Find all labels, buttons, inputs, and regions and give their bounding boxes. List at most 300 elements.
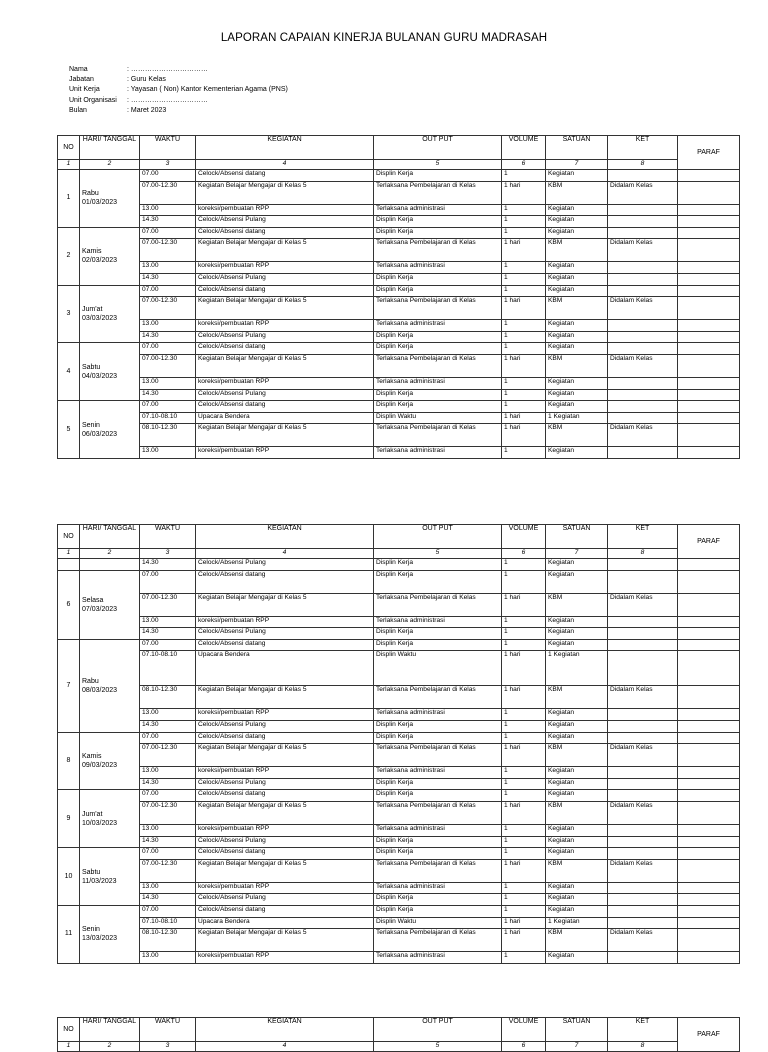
table-row — [58, 616, 740, 628]
volume-cell: 1 — [502, 882, 546, 894]
table-row — [58, 412, 740, 424]
note-cell — [608, 790, 678, 802]
identity-label: Jabatan — [69, 76, 94, 84]
col-kegiatan-header: KEGIATAN — [196, 1018, 374, 1042]
column-number: 1 — [58, 549, 80, 559]
row-number: 9 — [58, 790, 80, 848]
unit-cell: Kegiatan — [546, 894, 608, 906]
volume-cell: 1 — [502, 732, 546, 744]
signature-cell — [678, 744, 740, 767]
day-name: Selasa — [82, 596, 104, 604]
date: 07/03/2023 — [82, 605, 118, 613]
unit-cell: Kegiatan — [546, 720, 608, 732]
activity-cell: Celock/Absensi Pulang — [196, 389, 374, 401]
activity-cell: Celock/Absensi Pulang — [196, 894, 374, 906]
note-cell — [608, 204, 678, 216]
time-cell: 07.00-12.30 — [140, 354, 196, 377]
unit-cell: Kegiatan — [546, 320, 608, 332]
volume-cell: 1 — [502, 285, 546, 297]
activity-cell: koreksi/pembuatan RPP — [196, 767, 374, 779]
signature-cell — [678, 204, 740, 216]
time-cell: 13.00 — [140, 204, 196, 216]
note-cell: Didalam Kelas — [608, 297, 678, 320]
col-waktu-header: WAKTU — [140, 1018, 196, 1042]
identity-value: : …………………………… — [127, 96, 208, 104]
output-cell: Displin Kerja — [374, 836, 502, 848]
volume-cell: 1 — [502, 616, 546, 628]
table-row — [58, 216, 740, 228]
time-cell: 14.30 — [140, 273, 196, 285]
row-number: 11 — [58, 905, 80, 963]
column-number: 8 — [608, 549, 678, 559]
volume-cell: 1 — [502, 331, 546, 343]
volume-cell: 1 — [502, 227, 546, 239]
unit-cell: KBM — [546, 929, 608, 952]
unit-cell: Kegiatan — [546, 262, 608, 274]
output-cell: Displin Kerja — [374, 639, 502, 651]
table-row — [58, 686, 740, 709]
note-cell: Didalam Kelas — [608, 801, 678, 824]
activity-cell: Kegiatan Belajar Mengajar di Kelas 5 — [196, 424, 374, 447]
report-table-page-3 — [57, 1017, 740, 1052]
output-cell: Terlaksana Pembelajaran di Kelas — [374, 297, 502, 320]
volume-cell: 1 — [502, 389, 546, 401]
volume-cell: 1 — [502, 262, 546, 274]
table-row — [58, 331, 740, 343]
note-cell: Didalam Kelas — [608, 181, 678, 204]
output-cell: Terlaksana Pembelajaran di Kelas — [374, 929, 502, 952]
output-cell: Displin Kerja — [374, 559, 502, 571]
table-row — [58, 709, 740, 721]
day-date-cell — [80, 343, 140, 401]
signature-cell — [678, 732, 740, 744]
signature-cell — [678, 389, 740, 401]
identity-value: : Guru Kelas — [127, 76, 166, 84]
table-row — [58, 801, 740, 824]
activity-cell: Celock/Absensi Pulang — [196, 720, 374, 732]
time-cell: 07.10-08.10 — [140, 412, 196, 424]
signature-cell — [678, 331, 740, 343]
activity-cell: Kegiatan Belajar Mengajar di Kelas 5 — [196, 744, 374, 767]
column-number: 6 — [502, 549, 546, 559]
unit-cell: Kegiatan — [546, 616, 608, 628]
report-table-page-2 — [57, 524, 740, 964]
note-cell — [608, 720, 678, 732]
volume-cell: 1 hari — [502, 651, 546, 686]
col-ket-header: KET — [608, 525, 678, 549]
output-cell: Terlaksana administrasi — [374, 882, 502, 894]
table-row — [58, 905, 740, 917]
time-cell: 07.00 — [140, 790, 196, 802]
header-row — [58, 525, 740, 549]
signature-cell — [678, 593, 740, 616]
activity-cell: Celock/Absensi datang — [196, 905, 374, 917]
day-name: Jum'at — [82, 810, 103, 818]
time-cell: 14.30 — [140, 559, 196, 571]
time-cell: 07.00-12.30 — [140, 801, 196, 824]
volume-cell: 1 — [502, 720, 546, 732]
activity-cell: koreksi/pembuatan RPP — [196, 447, 374, 459]
signature-cell — [678, 320, 740, 332]
table-row — [58, 227, 740, 239]
volume-cell: 1 — [502, 204, 546, 216]
time-cell: 13.00 — [140, 377, 196, 389]
table-row — [58, 778, 740, 790]
table-row — [58, 204, 740, 216]
row-number: 4 — [58, 343, 80, 401]
day-name: Rabu — [82, 677, 99, 685]
col-volume-header: VOLUME — [502, 525, 546, 549]
table-row — [58, 181, 740, 204]
column-number: 1 — [58, 160, 80, 170]
note-cell — [608, 331, 678, 343]
activity-cell: Kegiatan Belajar Mengajar di Kelas 5 — [196, 859, 374, 882]
output-cell: Displin Kerja — [374, 389, 502, 401]
column-number-row — [58, 549, 740, 559]
column-number: 4 — [196, 1042, 374, 1052]
table-row — [58, 639, 740, 651]
identity-label: Unit Kerja — [69, 86, 100, 94]
activity-cell: Kegiatan Belajar Mengajar di Kelas 5 — [196, 181, 374, 204]
signature-cell — [678, 686, 740, 709]
volume-cell: 1 hari — [502, 297, 546, 320]
volume-cell: 1 — [502, 767, 546, 779]
signature-cell — [678, 273, 740, 285]
output-cell: Displin Kerja — [374, 778, 502, 790]
day-name: Kamis — [82, 752, 102, 760]
activity-cell: Celock/Absensi Pulang — [196, 559, 374, 571]
note-cell — [608, 894, 678, 906]
output-cell: Displin Kerja — [374, 401, 502, 413]
day-date-cell — [80, 848, 140, 906]
time-cell: 07.00-12.30 — [140, 593, 196, 616]
note-cell — [608, 170, 678, 182]
output-cell: Terlaksana administrasi — [374, 709, 502, 721]
identity-row-unit-kerja — [69, 85, 288, 95]
day-date-cell — [80, 790, 140, 848]
volume-cell: 1 hari — [502, 929, 546, 952]
col-kegiatan-header: KEGIATAN — [196, 525, 374, 549]
unit-cell: Kegiatan — [546, 628, 608, 640]
activity-cell: Celock/Absensi Pulang — [196, 836, 374, 848]
time-cell: 13.00 — [140, 262, 196, 274]
note-cell — [608, 767, 678, 779]
note-cell — [608, 905, 678, 917]
note-cell: Didalam Kelas — [608, 239, 678, 262]
volume-cell: 1 hari — [502, 424, 546, 447]
time-cell: 07.00 — [140, 732, 196, 744]
time-cell: 14.30 — [140, 836, 196, 848]
time-cell: 13.00 — [140, 447, 196, 459]
time-cell: 14.30 — [140, 778, 196, 790]
output-cell: Displin Kerja — [374, 905, 502, 917]
signature-cell — [678, 952, 740, 964]
day-name: Senin — [82, 926, 100, 934]
signature-cell — [678, 882, 740, 894]
unit-cell: Kegiatan — [546, 767, 608, 779]
unit-cell: KBM — [546, 593, 608, 616]
unit-cell: Kegiatan — [546, 216, 608, 228]
table-row — [58, 929, 740, 952]
output-cell: Terlaksana Pembelajaran di Kelas — [374, 801, 502, 824]
activity-cell: Celock/Absensi datang — [196, 732, 374, 744]
signature-cell — [678, 801, 740, 824]
note-cell: Didalam Kelas — [608, 744, 678, 767]
col-hari-tanggal-header: HARI/ TANGGAL — [80, 136, 140, 160]
unit-cell: Kegiatan — [546, 836, 608, 848]
signature-cell — [678, 343, 740, 355]
note-cell — [608, 377, 678, 389]
unit-cell: Kegiatan — [546, 952, 608, 964]
note-cell — [608, 732, 678, 744]
time-cell: 07.00 — [140, 848, 196, 860]
signature-cell — [678, 709, 740, 721]
note-cell — [608, 639, 678, 651]
output-cell: Terlaksana Pembelajaran di Kelas — [374, 239, 502, 262]
unit-cell: 1 Kegiatan — [546, 917, 608, 929]
signature-cell — [678, 616, 740, 628]
time-cell: 07.00-12.30 — [140, 859, 196, 882]
row-number: 6 — [58, 570, 80, 639]
activity-cell: Kegiatan Belajar Mengajar di Kelas 5 — [196, 354, 374, 377]
activity-cell: koreksi/pembuatan RPP — [196, 262, 374, 274]
signature-cell — [678, 377, 740, 389]
unit-cell: Kegiatan — [546, 824, 608, 836]
row-number: 10 — [58, 848, 80, 906]
signature-cell — [678, 559, 740, 571]
col-ket-header: KET — [608, 136, 678, 160]
time-cell: 14.30 — [140, 628, 196, 640]
column-number: 3 — [140, 549, 196, 559]
unit-cell: 1 Kegiatan — [546, 651, 608, 686]
unit-cell: Kegiatan — [546, 401, 608, 413]
output-cell: Terlaksana Pembelajaran di Kelas — [374, 181, 502, 204]
activity-cell: Celock/Absensi datang — [196, 848, 374, 860]
col-no-header: NO — [58, 136, 80, 160]
signature-cell — [678, 859, 740, 882]
output-cell: Displin Kerja — [374, 170, 502, 182]
identity-row-jabatan — [69, 75, 288, 85]
volume-cell: 1 — [502, 570, 546, 593]
note-cell — [608, 389, 678, 401]
day-date-cell — [80, 639, 140, 732]
col-hari-tanggal-header: HARI/ TANGGAL — [80, 1018, 140, 1042]
activity-cell: Upacara Bendera — [196, 412, 374, 424]
output-cell: Terlaksana administrasi — [374, 616, 502, 628]
output-cell: Terlaksana administrasi — [374, 320, 502, 332]
row-number: 5 — [58, 401, 80, 459]
signature-cell — [678, 651, 740, 686]
time-cell: 14.30 — [140, 389, 196, 401]
col-volume-header: VOLUME — [502, 1018, 546, 1042]
output-cell: Terlaksana Pembelajaran di Kelas — [374, 354, 502, 377]
time-cell: 13.00 — [140, 824, 196, 836]
col-hari-tanggal-header: HARI/ TANGGAL — [80, 525, 140, 549]
output-cell: Displin Kerja — [374, 720, 502, 732]
activity-cell: koreksi/pembuatan RPP — [196, 377, 374, 389]
activity-cell: Celock/Absensi Pulang — [196, 273, 374, 285]
signature-cell — [678, 424, 740, 447]
output-cell: Terlaksana Pembelajaran di Kelas — [374, 744, 502, 767]
time-cell: 07.00 — [140, 905, 196, 917]
activity-cell: koreksi/pembuatan RPP — [196, 882, 374, 894]
table-row — [58, 790, 740, 802]
table-row — [58, 593, 740, 616]
time-cell: 13.00 — [140, 616, 196, 628]
note-cell: Didalam Kelas — [608, 859, 678, 882]
activity-cell: Kegiatan Belajar Mengajar di Kelas 5 — [196, 593, 374, 616]
column-number: 5 — [374, 160, 502, 170]
table-row — [58, 320, 740, 332]
note-cell — [608, 343, 678, 355]
signature-cell — [678, 447, 740, 459]
volume-cell: 1 hari — [502, 354, 546, 377]
note-cell — [608, 628, 678, 640]
volume-cell: 1 — [502, 824, 546, 836]
signature-cell — [678, 720, 740, 732]
identity-label: Bulan — [69, 106, 87, 114]
signature-cell — [678, 905, 740, 917]
unit-cell: KBM — [546, 686, 608, 709]
day-date-cell — [80, 559, 140, 571]
column-number: 8 — [608, 160, 678, 170]
note-cell — [608, 570, 678, 593]
col-output-header: OUT PUT — [374, 525, 502, 549]
identity-value: : …………………………… — [127, 66, 208, 73]
note-cell — [608, 285, 678, 297]
unit-cell: Kegiatan — [546, 331, 608, 343]
header-row — [58, 136, 740, 160]
output-cell: Terlaksana administrasi — [374, 377, 502, 389]
table-row — [58, 285, 740, 297]
volume-cell: 1 hari — [502, 917, 546, 929]
note-cell: Didalam Kelas — [608, 424, 678, 447]
output-cell: Terlaksana Pembelajaran di Kelas — [374, 859, 502, 882]
date: 06/03/2023 — [82, 430, 118, 438]
row-number: 1 — [58, 170, 80, 228]
day-name: Sabtu — [82, 363, 101, 371]
unit-cell: KBM — [546, 354, 608, 377]
output-cell: Displin Kerja — [374, 570, 502, 593]
signature-cell — [678, 628, 740, 640]
note-cell — [608, 952, 678, 964]
identity-value: : Yayasan ( Non) Kantor Kementerian Agama (PNS) — [127, 86, 288, 94]
volume-cell: 1 — [502, 952, 546, 964]
time-cell: 07.10-08.10 — [140, 917, 196, 929]
table-row — [58, 836, 740, 848]
column-number: 6 — [502, 1042, 546, 1052]
note-cell — [608, 824, 678, 836]
col-kegiatan-header: KEGIATAN — [196, 136, 374, 160]
col-no-header: NO — [58, 1018, 80, 1042]
note-cell — [608, 559, 678, 571]
volume-cell: 1 — [502, 170, 546, 182]
table-row — [58, 570, 740, 593]
date: 01/03/2023 — [82, 199, 118, 207]
activity-cell: koreksi/pembuatan RPP — [196, 320, 374, 332]
signature-cell — [678, 570, 740, 593]
activity-cell: Celock/Absensi datang — [196, 343, 374, 355]
volume-cell: 1 — [502, 320, 546, 332]
time-cell: 07.00-12.30 — [140, 297, 196, 320]
table-row — [58, 917, 740, 929]
table-row — [58, 343, 740, 355]
date: 04/03/2023 — [82, 372, 118, 380]
output-cell: Terlaksana Pembelajaran di Kelas — [374, 424, 502, 447]
volume-cell: 1 hari — [502, 686, 546, 709]
col-paraf-header: PARAF — [678, 525, 740, 559]
identity-row-nama — [69, 65, 288, 75]
unit-cell: Kegiatan — [546, 639, 608, 651]
day-date-cell — [80, 170, 140, 228]
col-volume-header: VOLUME — [502, 136, 546, 160]
output-cell: Terlaksana administrasi — [374, 952, 502, 964]
identity-row-bulan — [69, 106, 288, 116]
signature-cell — [678, 824, 740, 836]
time-cell: 08.10-12.30 — [140, 686, 196, 709]
unit-cell: Kegiatan — [546, 848, 608, 860]
note-cell — [608, 216, 678, 228]
note-cell — [608, 273, 678, 285]
unit-cell: Kegiatan — [546, 285, 608, 297]
col-output-header: OUT PUT — [374, 1018, 502, 1042]
date: 10/03/2023 — [82, 819, 118, 827]
activity-cell: Celock/Absensi datang — [196, 401, 374, 413]
date: 11/03/2023 — [82, 877, 117, 885]
signature-cell — [678, 227, 740, 239]
output-cell: Displin Kerja — [374, 848, 502, 860]
column-number: 7 — [546, 160, 608, 170]
volume-cell: 1 hari — [502, 859, 546, 882]
col-no-header: NO — [58, 525, 80, 549]
volume-cell: 1 — [502, 273, 546, 285]
unit-cell: KBM — [546, 744, 608, 767]
row-number: 3 — [58, 285, 80, 343]
time-cell: 08.10-12.30 — [140, 929, 196, 952]
unit-cell: Kegiatan — [546, 227, 608, 239]
row-number: 2 — [58, 227, 80, 285]
time-cell: 07.00 — [140, 170, 196, 182]
header-row — [58, 1018, 740, 1042]
activity-cell: koreksi/pembuatan RPP — [196, 616, 374, 628]
activity-cell: Celock/Absensi datang — [196, 170, 374, 182]
activity-cell: koreksi/pembuatan RPP — [196, 824, 374, 836]
day-name: Rabu — [82, 190, 99, 198]
signature-cell — [678, 401, 740, 413]
time-cell: 07.00 — [140, 227, 196, 239]
note-cell: Didalam Kelas — [608, 593, 678, 616]
identity-label: Unit Organisasi — [69, 96, 117, 104]
volume-cell: 1 — [502, 836, 546, 848]
time-cell: 14.30 — [140, 216, 196, 228]
signature-cell — [678, 778, 740, 790]
column-number: 5 — [374, 1042, 502, 1052]
unit-cell: Kegiatan — [546, 447, 608, 459]
note-cell — [608, 412, 678, 424]
activity-cell: Celock/Absensi datang — [196, 570, 374, 593]
table-row — [58, 239, 740, 262]
row-number: 8 — [58, 732, 80, 790]
output-cell: Displin Waktu — [374, 412, 502, 424]
output-cell: Displin Kerja — [374, 343, 502, 355]
activity-cell: Kegiatan Belajar Mengajar di Kelas 5 — [196, 929, 374, 952]
note-cell — [608, 848, 678, 860]
output-cell: Terlaksana Pembelajaran di Kelas — [374, 593, 502, 616]
activity-cell: Kegiatan Belajar Mengajar di Kelas 5 — [196, 686, 374, 709]
activity-cell: Kegiatan Belajar Mengajar di Kelas 5 — [196, 801, 374, 824]
time-cell: 07.00-12.30 — [140, 181, 196, 204]
time-cell: 07.00 — [140, 401, 196, 413]
